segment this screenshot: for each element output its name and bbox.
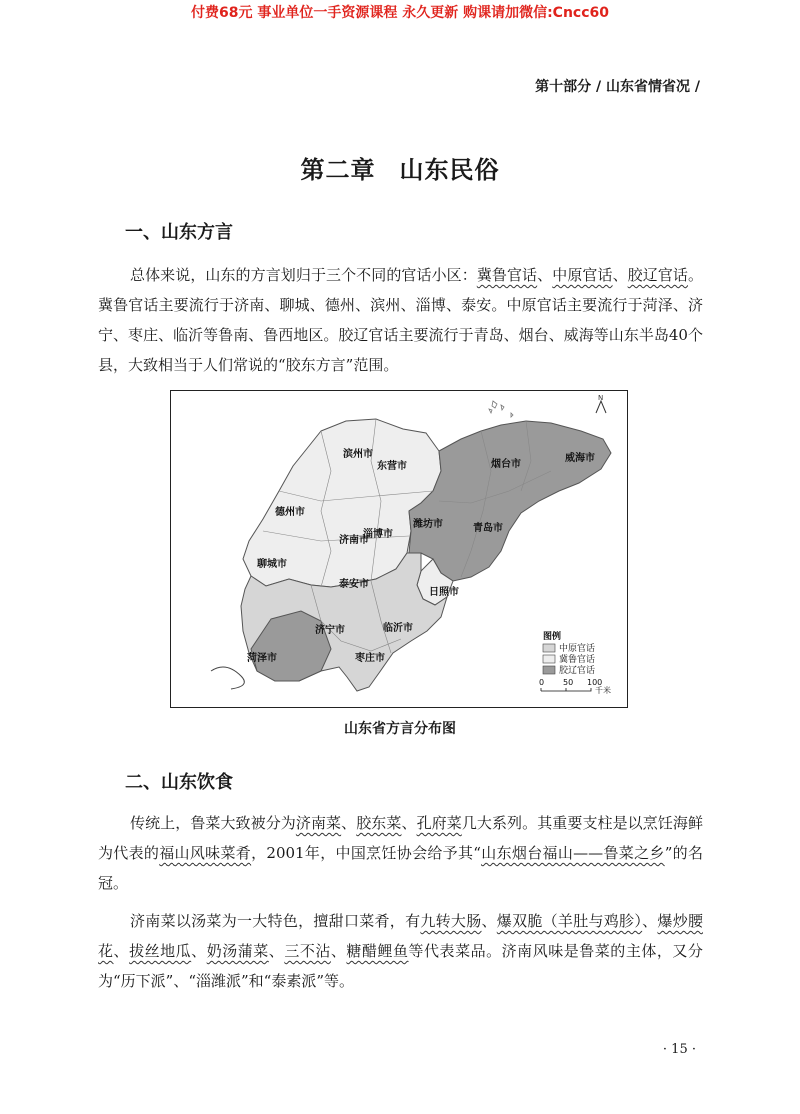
city-label: 德州市 (275, 507, 305, 518)
text-run: 、 (113, 942, 130, 960)
underlined-term: 胶辽官话 (627, 266, 688, 284)
underlined-term: 福山风味菜肴 (159, 844, 252, 862)
promo-banner: 付费68元 事业单位一手资源课程 永久更新 购课请加微信:Cncc60 (190, 5, 610, 21)
city-label: 潍坊市 (413, 519, 443, 530)
text-run: 济南菜以汤菜为一大特色，擅甜口菜肴，有 (130, 912, 421, 930)
scale-tick: 50 (563, 678, 574, 687)
legend-label: 中原官话 (559, 644, 596, 654)
text-run: 、 (481, 912, 497, 930)
underlined-term: 三不沾 (284, 942, 331, 960)
underlined-term: 冀鲁官话 (476, 266, 538, 284)
islands (489, 401, 513, 417)
text-run: 总体来说，山东的方言划归于三个不同的官话小区： (130, 266, 477, 284)
food-paragraph-1 (98, 808, 703, 898)
north-label: N (598, 394, 604, 402)
city-label: 滨州市 (343, 449, 373, 460)
dialect-map (170, 390, 628, 708)
map-legend (539, 630, 611, 695)
underlined-term: 济南菜 (295, 814, 342, 832)
underlined-term: 爆炒腰花 (98, 912, 703, 960)
underlined-term: 拔丝地瓜 (129, 942, 192, 960)
city-label: 日照市 (429, 587, 459, 598)
text-run: 。冀鲁官话主要流行于济南、聊城、德州、滨州、淄博、泰安。中原官话主要流行于菏泽、济宁、枣庄、临沂等鲁南、鲁西地区。胶辽官话主要流行于青岛、烟台、威海等山东半岛40个县，大致相当于人们常说的“胶东方言”范围。 (98, 266, 703, 374)
underlined-term: 糖醋鲤鱼 (346, 942, 409, 960)
text-run: 、 (642, 912, 658, 930)
city-label: 临沂市 (383, 623, 413, 634)
running-header: 第十部分 / 山东省情省况 / (535, 79, 700, 95)
text-run: 、 (537, 266, 553, 284)
city-label: 枣庄市 (355, 653, 385, 664)
city-label: 东营市 (377, 461, 407, 472)
text-run: 、 (612, 266, 628, 284)
text-run: 等代表菜品。济南风味是鲁菜的主体，又分为“历下派”、“淄潍派”和“泰素派”等。 (98, 942, 703, 990)
text-run: 传统上，鲁菜大致被分为 (130, 814, 296, 832)
underlined-term: 山东烟台福山——鲁菜之乡 (480, 844, 665, 862)
underlined-term: 奶汤蒲菜 (206, 942, 269, 960)
text-run: 、 (330, 942, 347, 960)
chapter-title (0, 150, 800, 185)
scale-bar (541, 688, 591, 691)
north-arrow (596, 394, 606, 413)
city-label: 烟台市 (491, 459, 521, 470)
underlined-term: 孔府菜 (416, 814, 462, 832)
page-number: · 15 · (662, 1042, 696, 1057)
map-svg (171, 391, 626, 706)
city-label: 淄博市 (363, 529, 393, 540)
text-run: 、 (341, 814, 357, 832)
dialect-paragraph (98, 260, 703, 380)
scale-tick: 0 (539, 678, 545, 687)
city-label: 青岛市 (473, 523, 503, 534)
text-run: 、 (401, 814, 417, 832)
text-run: ，2001年，中国烹饪协会给予其“ (251, 844, 481, 862)
legend-label: 胶辽官话 (559, 666, 596, 676)
section-heading-dialect: 一、山东方言 (125, 222, 233, 243)
text-run: 几大系列。其重要支柱是以烹饪海鲜为代表的 (98, 814, 703, 862)
figure-caption: 山东省方言分布图 (344, 721, 456, 737)
underlined-term: 九转大肠 (420, 912, 482, 930)
scale-tick: 100 (587, 678, 603, 687)
underlined-term: 爆双脆（羊肚与鸡胗） (496, 912, 643, 930)
legend-swatch-jilu (543, 655, 555, 663)
city-label: 菏泽市 (247, 653, 277, 664)
legend-label: 冀鲁官话 (559, 655, 596, 665)
text-run: ”的名冠。 (98, 844, 703, 892)
city-label: 泰安市 (339, 579, 369, 590)
city-label: 威海市 (565, 453, 595, 464)
legend-swatch-jiaoliao (543, 666, 555, 674)
city-label: 济宁市 (315, 625, 345, 636)
text-run: 、 (191, 942, 207, 960)
city-label: 济南市 (339, 535, 369, 546)
city-label: 聊城市 (257, 559, 287, 570)
river-line (211, 667, 244, 689)
underlined-term: 胶东菜 (356, 814, 402, 832)
food-paragraph-2 (98, 906, 703, 996)
chapter-name: 山东民俗 (399, 155, 500, 184)
text-run: 、 (268, 942, 285, 960)
chapter-number: 第二章 (300, 155, 376, 184)
scale-unit: 千米 (595, 686, 611, 695)
underlined-term: 中原官话 (552, 266, 613, 284)
legend-swatch-zhongyuan (543, 644, 555, 652)
legend-title: 图例 (543, 632, 562, 642)
section-heading-food: 二、山东饮食 (125, 772, 233, 793)
